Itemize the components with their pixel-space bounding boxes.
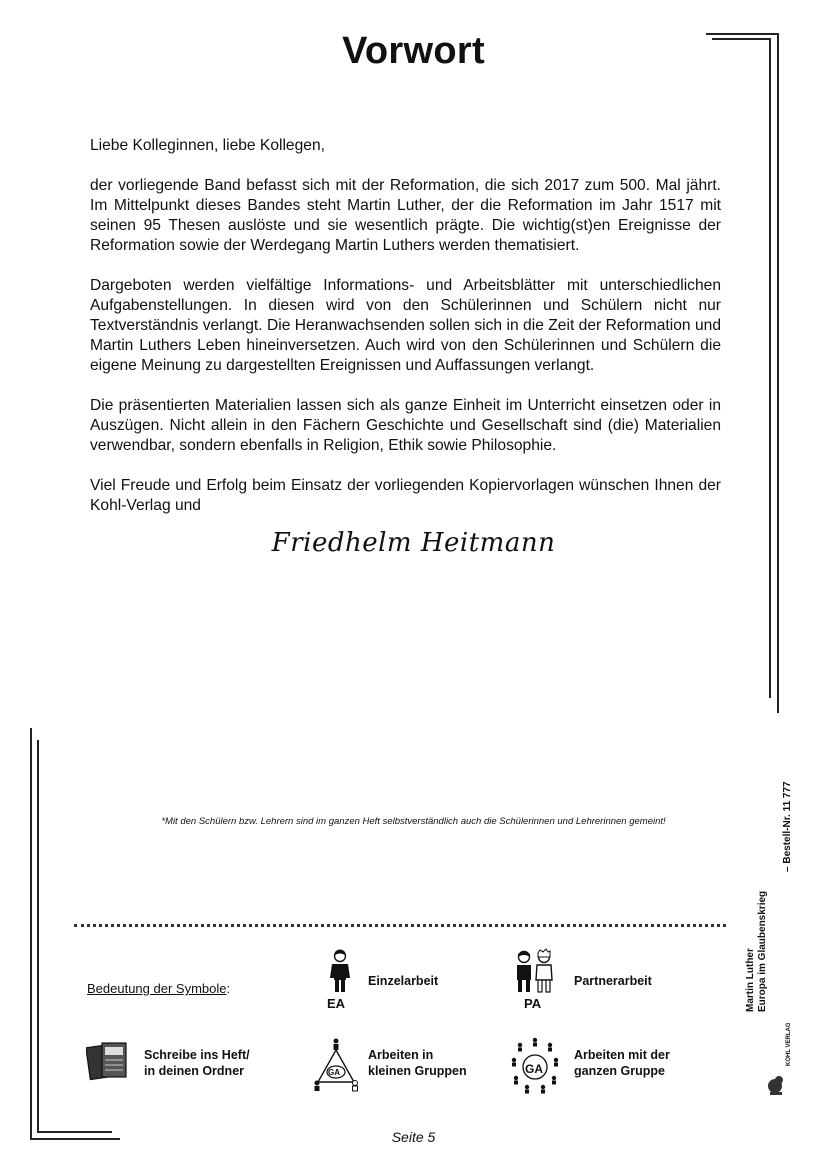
footnote: *Mit den Schülern bzw. Lehrern sind im ganzen Heft selbstverständlich auch die Schülerinnen und Lehrerinnen gemeint! [161,816,666,827]
heft-label-line-2: in deinen Ordner [144,1064,245,1078]
legend-title-colon: : [226,981,231,996]
signature: Friedhelm Heitmann [271,528,556,558]
frame-bottom-left-vertical-inner [37,740,39,1132]
single-person-icon [326,948,354,998]
notebook-icon [86,1040,130,1082]
frame-bottom-left-vertical [30,728,32,1138]
einzel-code: EA [327,996,346,1011]
gruppe-code: GA [328,1068,340,1077]
ganze-label-line-2: ganzen Gruppe [574,1064,665,1078]
frame-top-right-vertical [777,33,779,713]
sidebar-separator: – [782,866,793,872]
book-sidebar [745,762,769,1012]
paragraph-2: Dargeboten werden vielfältige Informations- und Arbeitsblätter mit unterschiedlichen Aufgabenstellungen. In diesen wird von den Schülerinnen und Schülern nicht nur Textverständnis verlangt. Die Heranwachsenden sollen sich in die Zeit der Reformation und Martin Luthers Leben hineinversetzen. Auch wird von den Schülerinnen und Schülern die eigene Meinung zu dargestellten Ereignissen und Auffassungen verlangt. [90,277,721,374]
frame-top-right-vertical-inner [769,38,771,698]
publisher-logo-icon [767,1064,789,1096]
page-title: Vorwort [342,30,485,72]
small-group-icon [312,1036,360,1092]
two-persons-icon [512,948,556,998]
gruppe-label-line-2: kleinen Gruppen [368,1064,467,1078]
partner-label: Partnerarbeit [574,974,652,988]
legend-title [87,981,230,996]
order-number-block [782,762,794,872]
partner-code: PA [524,996,542,1011]
einzel-label: Einzelarbeit [368,974,439,988]
paragraph-3: Die präsentierten Materialien lassen sich als ganze Einheit im Unterricht einsetzen oder in Auszügen. Nicht allein in den Fächern Geschichte und Gesellschaft sind (die) Materialien verwendbar, sondern ebenfalls in Religion, Ethik sowie Philosophie. [90,397,721,454]
heft-label-line-1: Schreibe ins Heft/ [144,1048,250,1062]
ganze-label-line-1: Arbeiten mit der [574,1048,670,1062]
sidebar-title-line-2: Europa im Glaubenskrieg [757,890,768,1012]
dotted-separator [74,924,726,927]
order-number: Bestell-Nr. 11 777 [782,781,793,864]
sidebar-title-line-1: Martin Luther [745,948,756,1012]
paragraph-1: der vorliegende Band befasst sich mit der Reformation, die sich 2017 zum 500. Mal jährt. Im Mittelpunkt dieses Bandes steht Martin Luther, der die Reformation im Jahr 1517 mit seinen 95 Thesen auslöste und sie wesentlich prägte. Die wichtig(st)en Ereignisse der Reformation sowie der Werdegang Martin Luthers werden thematisiert. [90,177,721,254]
paragraph-4: Viel Freude und Erfolg beim Einsatz der vorliegenden Kopiervorlagen wünschen Ihnen der Kohl-Verlag und [90,477,721,514]
ganze-label [574,1047,670,1079]
ganze-code: GA [525,1062,543,1076]
gruppe-label [368,1047,467,1079]
legend-title-text: Bedeutung der Symbole [87,981,227,996]
salutation: Liebe Kolleginnen, liebe Kollegen, [90,137,325,154]
publisher-name: KOHL VERLAG [786,1022,792,1066]
page-number: Seite 5 [391,1129,436,1145]
heft-label [144,1047,250,1079]
gruppe-label-line-1: Arbeiten in [368,1048,434,1062]
preface-text [90,136,721,536]
